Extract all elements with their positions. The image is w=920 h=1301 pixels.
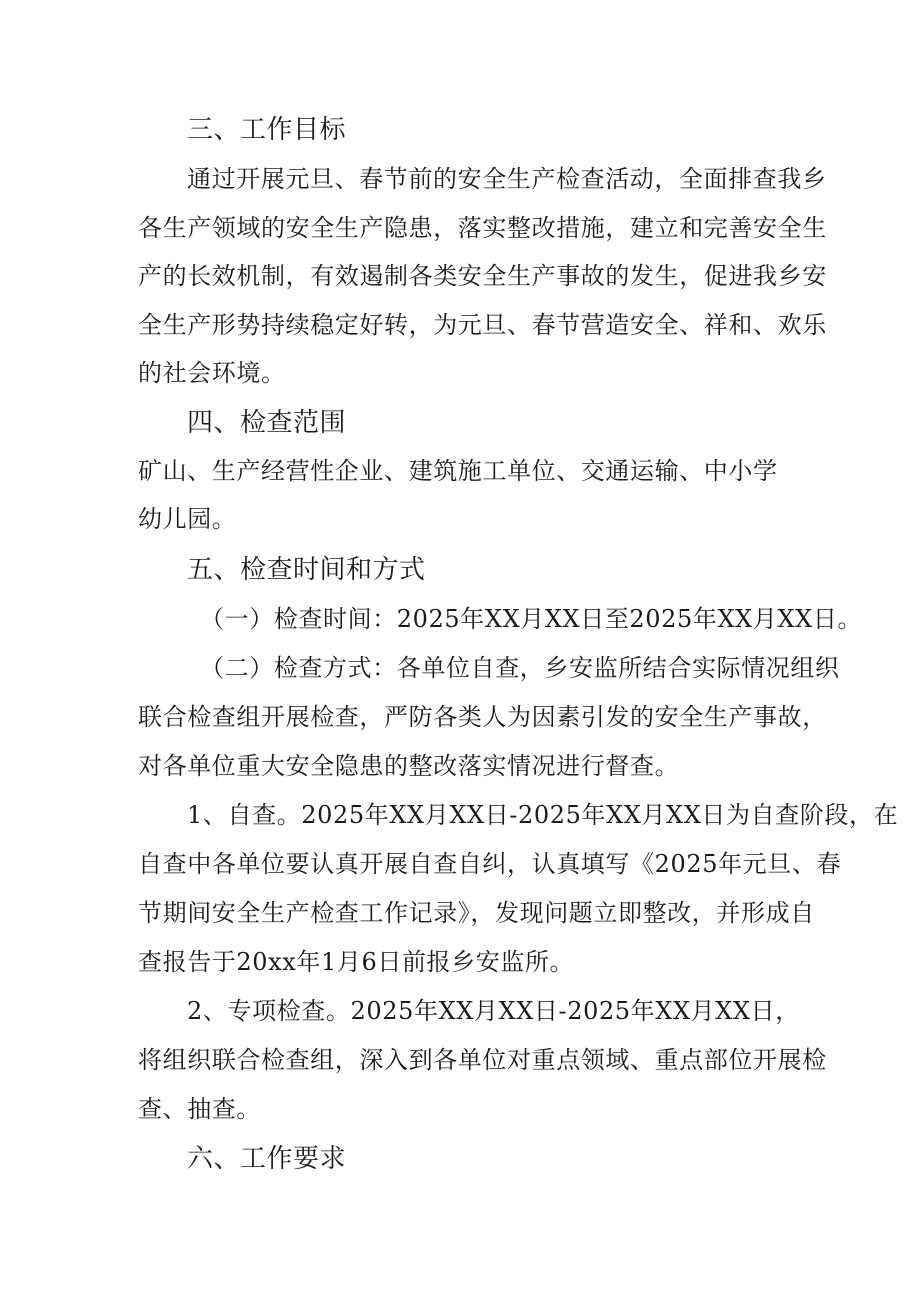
paragraph-line: 矿山、生产经营性企业、建筑施工单位、交通运输、中小学: [138, 457, 778, 485]
section-heading-time-method: 五、检查时间和方式: [187, 555, 426, 585]
paragraph-line: 各生产领域的安全生产隐患，落实整改措施，建立和完善安全生: [138, 214, 827, 242]
paragraph-line: 查报告于20xx年1月6日前报乡安监所。: [138, 948, 575, 976]
section-heading-goals: 三、工作目标: [187, 115, 347, 145]
paragraph-line: 自查中各单位要认真开展自查自纠，认真填写《2025年元旦、春: [138, 850, 842, 878]
paragraph-line: 1、自查。2025年XX月XX日-2025年XX月XX日为自查阶段，在: [187, 801, 899, 829]
paragraph-line: 对各单位重大安全隐患的整改落实情况进行督查。: [138, 752, 680, 780]
paragraph-line: 2、专项检查。2025年XX月XX日-2025年XX月XX日，: [187, 997, 800, 1025]
section-heading-requirements: 六、工作要求: [187, 1144, 347, 1174]
paragraph-line: 查、抽查。: [138, 1095, 261, 1123]
paragraph-line: （一）检查时间：2025年XX月XX日至2025年XX月XX日。: [200, 605, 863, 633]
paragraph-line: 将组织联合检查组，深入到各单位对重点领域、重点部位开展检: [138, 1046, 827, 1074]
paragraph-line: 联合检查组开展检查，严防各类人为因素引发的安全生产事故，: [138, 703, 827, 731]
paragraph-line: 产的长效机制，有效遏制各类安全生产事故的发生，促进我乡安: [138, 262, 827, 290]
paragraph-line: 全生产形势持续稳定好转，为元旦、春节营造安全、祥和、欢乐: [138, 311, 827, 339]
section-heading-scope: 四、检查范围: [187, 408, 347, 438]
paragraph-line: 的社会环境。: [138, 359, 286, 387]
paragraph-line: 通过开展元旦、春节前的安全生产检查活动，全面排查我乡: [187, 165, 827, 193]
paragraph-line: 节期间安全生产检查工作记录》，发现问题立即整改，并形成自: [138, 899, 815, 927]
paragraph-line: （二）检查方式：各单位自查，乡安监所结合实际情况组织: [200, 654, 840, 682]
paragraph-line: 幼儿园。: [138, 505, 237, 533]
